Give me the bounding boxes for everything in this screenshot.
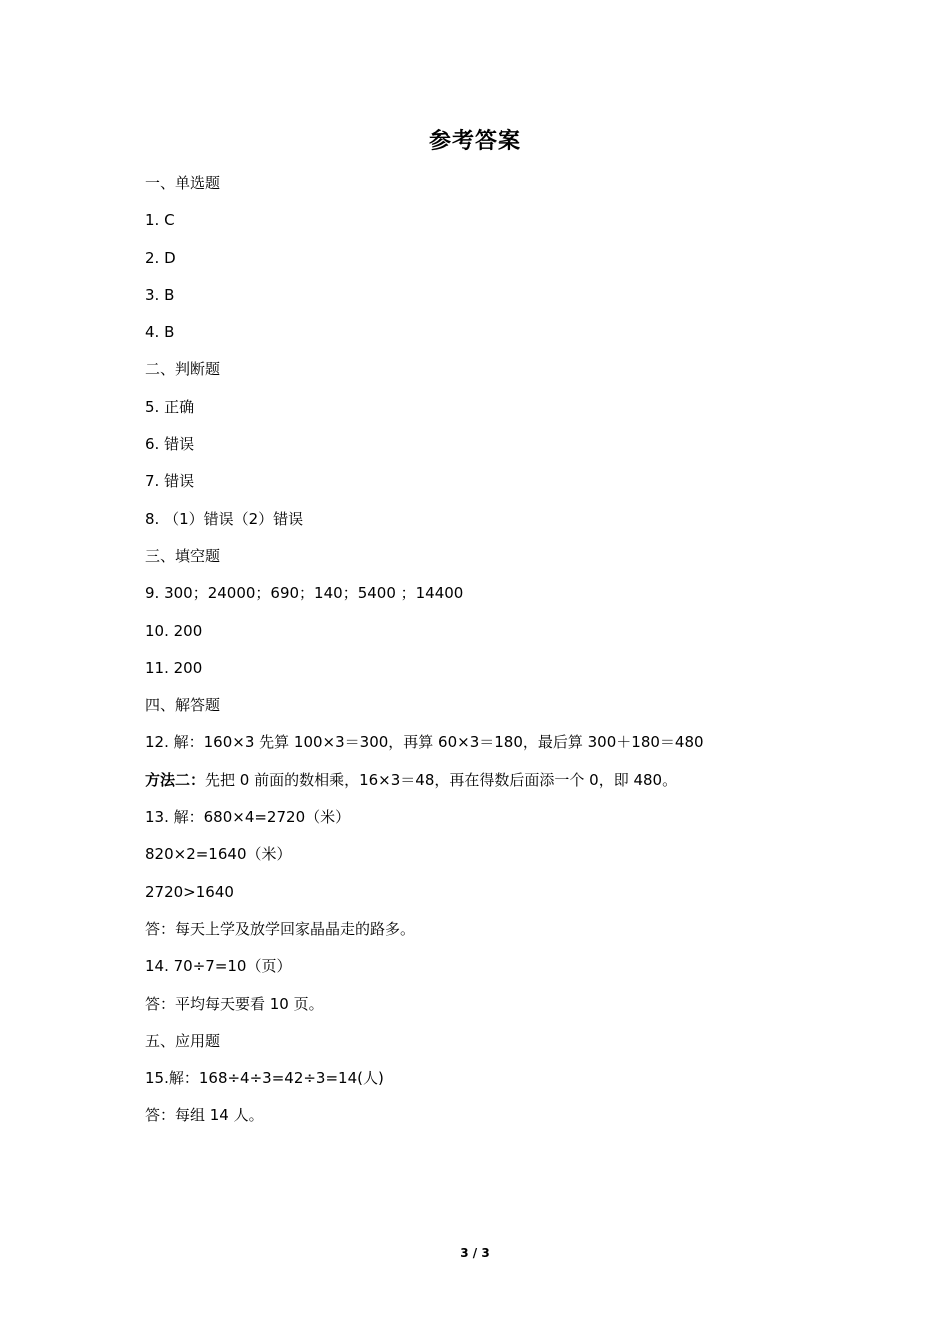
section-heading-single-choice: 一、单选题 (145, 174, 221, 192)
answer-line-13-step3: 2720>1640 (145, 882, 234, 901)
answer-line-13-step2: 820×2=1640（米） (145, 845, 292, 864)
answer-line-10: 10. 200 (145, 621, 203, 640)
answer-line-13-answer: 答：每天上学及放学回家晶晶走的路多。 (145, 919, 416, 938)
answer-line-14-answer: 答：平均每天要看 10 页。 (145, 994, 324, 1013)
section-heading-true-false: 二、判断题 (145, 360, 221, 379)
page-title: 参考答案 (428, 129, 521, 154)
answer-line-3: 3. B (145, 285, 175, 304)
answer-line-2: 2. D (145, 248, 176, 267)
section-heading-solve: 四、解答题 (145, 696, 221, 715)
answer-line-5: 5. 正确 (145, 397, 195, 416)
method2-text: 先把 0 前面的数相乘，16×3＝48，再在得数后面添一个 0，即 480。 (205, 770, 678, 789)
answer-line-8: 8. （1）错误（2）错误 (145, 509, 304, 528)
answer-line-12: 12. 解：160×3 先算 100×3＝300，再算 60×3＝180，最后算 300＋180＝480 (145, 733, 704, 752)
answer-line-1: 1. C (145, 211, 175, 230)
answer-line-7: 7. 错误 (145, 472, 195, 491)
answer-list (145, 171, 845, 1141)
answer-line-14: 14. 70÷7=10（页） (145, 957, 292, 976)
answer-line-4: 4. B (145, 323, 175, 342)
answer-line-15-answer: 答：每组 14 人。 (145, 1106, 264, 1125)
answer-line-6: 6. 错误 (145, 435, 195, 454)
answer-line-13: 13. 解：680×4=2720（米） (145, 808, 351, 827)
answer-line-15: 15.解：168÷4÷3=42÷3=14(人) (145, 1069, 384, 1088)
answer-line-11: 11. 200 (145, 658, 203, 677)
method2-label: 方法二： (145, 770, 206, 789)
section-heading-fill-blank: 三、填空题 (145, 546, 221, 565)
answer-line-12-method2 (145, 768, 845, 805)
page-number: 3 / 3 (460, 1246, 490, 1260)
section-heading-application: 五、应用题 (145, 1031, 221, 1050)
answer-line-9: 9. 300；24000；690；140；5400 ；14400 (145, 584, 464, 603)
